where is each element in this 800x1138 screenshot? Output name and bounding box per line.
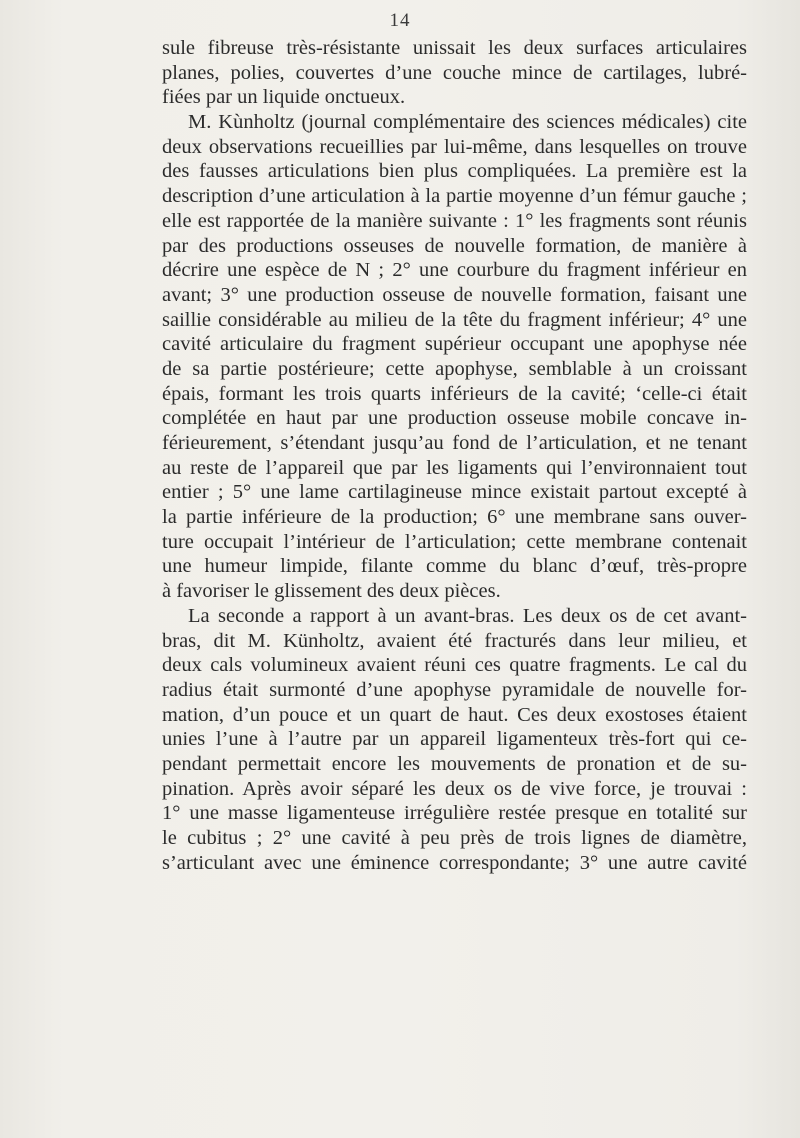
text-line: par des productions osseuses de nouvelle formation, de manière à: [162, 234, 747, 257]
text-line: ture occupait l’intérieur de l’articulation; cette membrane contenait: [162, 530, 747, 553]
text-line: une humeur limpide, filante comme du blanc d’œuf, très-propre: [162, 555, 747, 578]
text-line: entier ; 5° une lame cartilagineuse mince existait partout excepté à: [162, 481, 747, 504]
body-text: [162, 36, 747, 875]
text-line: deux observations recueillies par lui-même, dans lesquelles on trouve: [162, 135, 747, 158]
text-line: cavité articulaire du fragment supérieur occupant une apophyse née: [162, 333, 747, 356]
text-line: bras, dit M. Künholtz, avaient été fracturés dans leur milieu, et: [162, 629, 747, 652]
text-line: fiées par un liquide onctueux.: [162, 86, 406, 109]
text-line: pination. Après avoir séparé les deux os de vive force, je trouvai :: [162, 777, 747, 800]
text-line: deux cals volumineux avaient réuni ces quatre fragments. Le cal du: [162, 654, 747, 677]
text-line: unies l’une à l’autre par un appareil ligamenteux très-fort qui ce-: [162, 728, 747, 751]
text-line: avant; 3° une production osseuse de nouvelle formation, faisant une: [162, 283, 747, 306]
text-line: 1° une masse ligamenteuse irrégulière restée presque en totalité sur: [162, 802, 747, 825]
text-line: complétée en haut par une production osseuse mobile concave in-: [162, 407, 747, 430]
text-line: planes, polies, couvertes d’une couche mince de cartilages, lubré-: [162, 61, 747, 84]
text-line: saillie considérable au milieu de la tête du fragment inférieur; 4° une: [162, 308, 747, 331]
text-line: décrire une espèce de N ; 2° une courbure du fragment inférieur en: [162, 259, 747, 282]
text-line: description d’une articulation à la partie moyenne d’un fémur gauche ;: [162, 185, 747, 208]
page-number: 14: [389, 10, 411, 31]
text-line: à favoriser le glissement des deux pièces.: [162, 580, 501, 603]
text-line: elle est rapportée de la manière suivante : 1° les fragments sont réunis: [162, 209, 747, 232]
text-line: férieurement, s’étendant jusqu’au fond de l’articulation, et ne tenant: [162, 432, 747, 454]
text-line: La seconde a rapport à un avant-bras. Les deux os de cet avant-: [188, 604, 747, 627]
text-line: au reste de l’appareil que par les ligaments qui l’environnaient tout: [162, 456, 747, 479]
text-line: la partie inférieure de la production; 6° une membrane sans ouver-: [162, 506, 747, 529]
text-line: mation, d’un pouce et un quart de haut. Ces deux exostoses étaient: [162, 703, 747, 726]
text-line: le cubitus ; 2° une cavité à peu près de trois lignes de diamètre,: [162, 827, 747, 849]
text-line: M. Kùnholtz (journal complémentaire des sciences médicales) cite: [188, 111, 747, 134]
text-line: radius était surmonté d’une apophyse pyramidale de nouvelle for-: [162, 678, 747, 701]
text-line: s’articulant avec une éminence correspondante; 3° une autre cavité: [162, 851, 747, 874]
text-line: des fausses articulations bien plus compliquées. La première est la: [162, 160, 747, 183]
text-line: sule fibreuse très-résistante unissait les deux surfaces articulaires: [162, 37, 747, 59]
text-line: pendant permettait encore les mouvements de pronation et de su-: [162, 752, 747, 775]
text-line: épais, formant les trois quarts inférieurs de la cavité; ‘celle-ci était: [162, 382, 747, 405]
text-line: de sa partie postérieure; cette apophyse, semblable à un croissant: [162, 357, 747, 380]
